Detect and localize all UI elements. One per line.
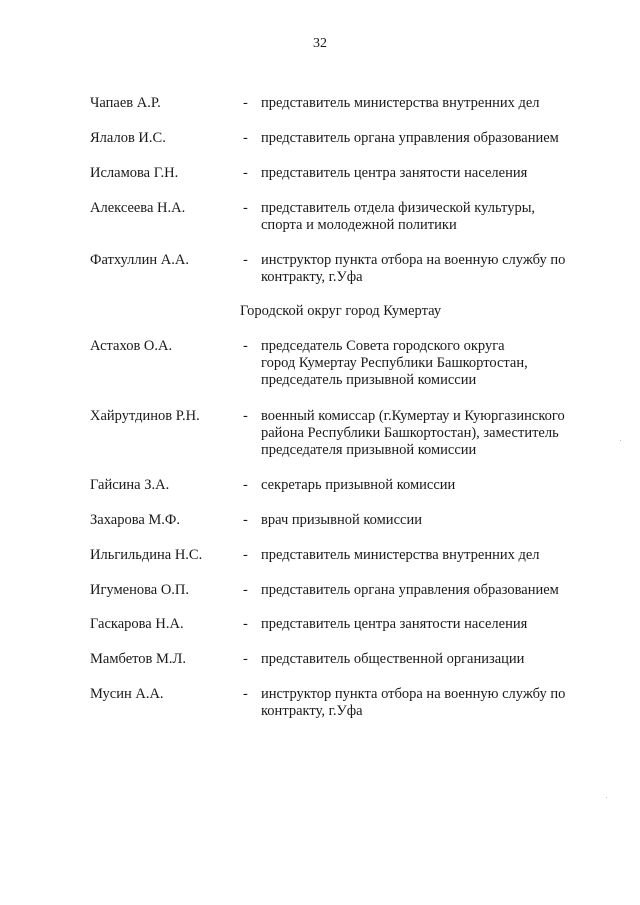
- member-name: Астахов О.А.: [90, 338, 173, 354]
- member-name: Гайсина З.А.: [90, 477, 170, 493]
- member-role: инструктор пункта отбора на военную службу по контракту, г.Уфа: [261, 686, 566, 719]
- member-name: Мусин А.А.: [90, 686, 164, 702]
- member-role: представитель отдела физической культуры, спорта и молодежной политики: [261, 200, 536, 233]
- member-role: представитель органа управления образованием: [261, 582, 559, 598]
- member-name: Захарова М.Ф.: [90, 512, 181, 528]
- member-dash: -: [243, 477, 248, 493]
- member-role: представитель центра занятости населения: [261, 616, 528, 632]
- member-name: Чапаев А.Р.: [90, 95, 161, 111]
- member-dash: -: [243, 651, 248, 667]
- member-role: председатель Совета городского округа город Кумертау Республики Башкортостан, председатель призывной комиссии: [261, 338, 528, 388]
- member-role: представитель центра занятости населения: [261, 165, 528, 181]
- member-dash: -: [243, 95, 248, 111]
- member-name: Фатхуллин А.А.: [90, 252, 189, 268]
- section-title: Городской округ город Кумертау: [240, 303, 442, 319]
- member-name: Мамбетов М.Л.: [90, 651, 186, 667]
- member-role: представитель органа управления образованием: [261, 130, 559, 146]
- member-role: инструктор пункта отбора на военную службу по контракту, г.Уфа: [261, 252, 566, 285]
- member-dash: -: [243, 547, 248, 563]
- member-role: военный комиссар (г.Кумертау и Куюргазинского района Республики Башкортостан), заместитель председателя призывной комиссии: [261, 408, 565, 458]
- member-name: Гаскарова Н.А.: [90, 616, 184, 632]
- member-name: Хайрутдинов Р.Н.: [90, 408, 200, 424]
- member-dash: -: [243, 512, 248, 528]
- member-dash: -: [243, 686, 248, 702]
- member-dash: -: [243, 165, 248, 181]
- member-dash: -: [243, 130, 248, 146]
- scan-speck: [620, 440, 621, 441]
- member-role: представитель министерства внутренних дел: [261, 547, 540, 563]
- scan-speck: [606, 797, 607, 798]
- member-name: Игуменова О.П.: [90, 582, 190, 598]
- member-role: секретарь призывной комиссии: [261, 477, 456, 493]
- member-name: Ильгильдина Н.С.: [90, 547, 203, 563]
- member-dash: -: [243, 616, 248, 632]
- member-name: Ялалов И.С.: [90, 130, 166, 146]
- member-role: врач призывной комиссии: [261, 512, 422, 528]
- member-role: представитель общественной организации: [261, 651, 525, 667]
- member-role: представитель министерства внутренних дел: [261, 95, 540, 111]
- member-dash: -: [243, 582, 248, 598]
- page-number: 32: [313, 36, 327, 51]
- member-dash: -: [243, 408, 248, 424]
- member-name: Алексеева Н.А.: [90, 200, 186, 216]
- member-dash: -: [243, 338, 248, 354]
- member-dash: -: [243, 200, 248, 216]
- member-name: Исламова Г.Н.: [90, 165, 179, 181]
- member-dash: -: [243, 252, 248, 268]
